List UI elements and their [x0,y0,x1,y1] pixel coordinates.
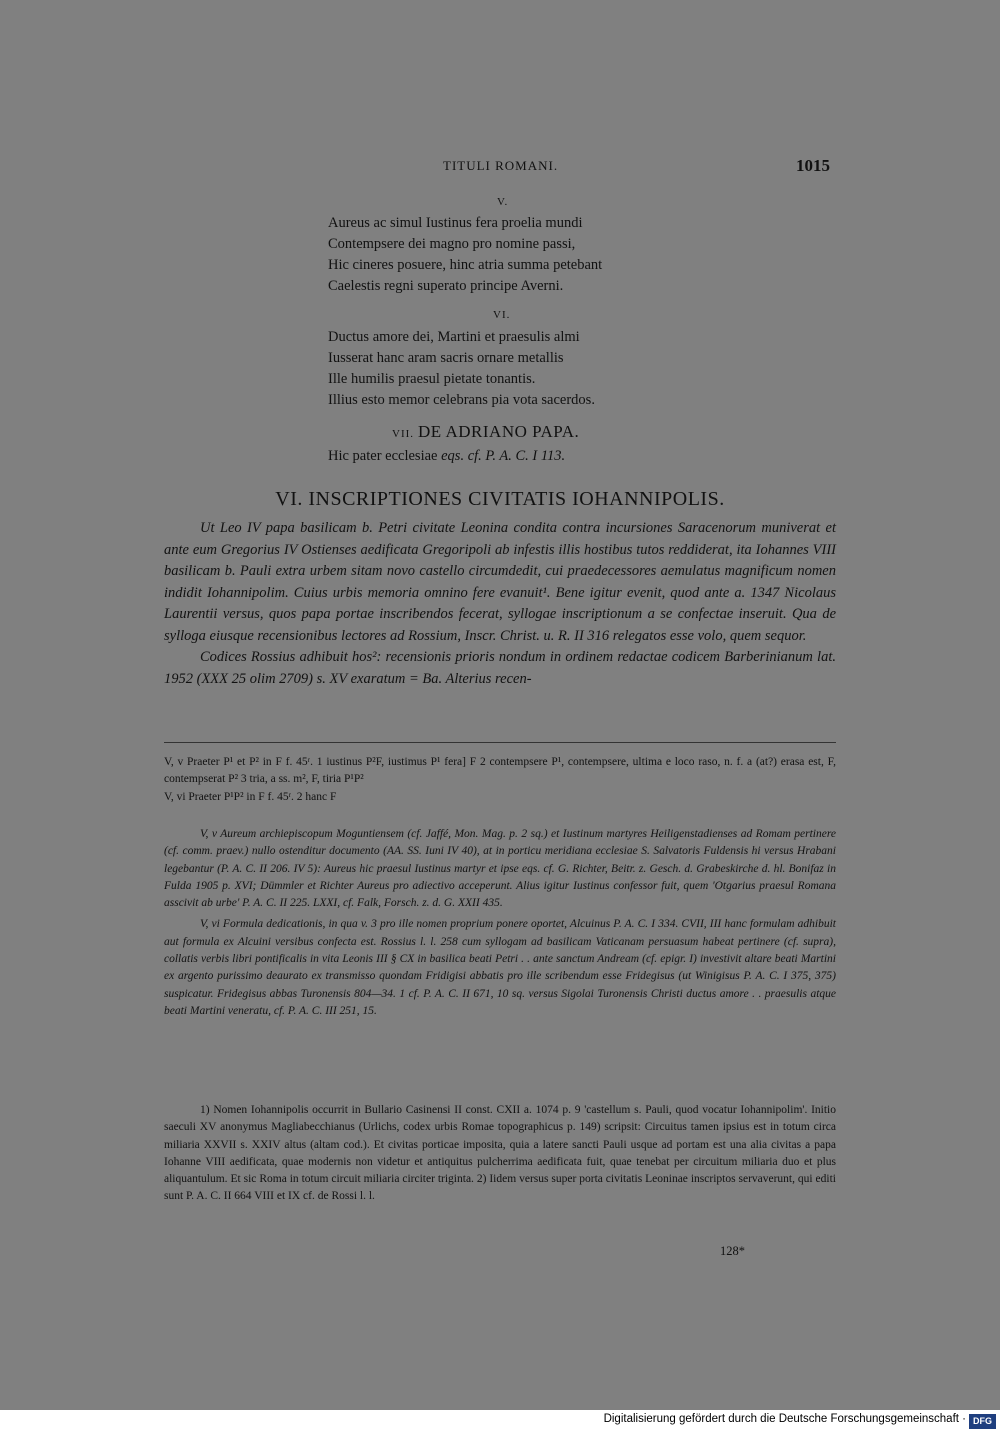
running-title: TITULI ROMANI. [443,158,559,173]
poem-vii-numeral: VII. [392,428,415,440]
body-paragraph: Codices Rossius adhibuit hos²: recensionis prioris nondum in ordinem redactae codicem Barberinianum lat. 1952 (XXX 25 olim 2709) s. XV exaratum = Ba. Alterius recen- [164,649,836,687]
poem-line: Ille humilis praesul pietate tonantis. [328,371,536,387]
body-paragraph: Ut Leo IV papa basilicam b. Petri civitate Leonina condita contra incursiones Saracenorum muniverat et ante eum Gregorius IV Ostienses aedificata Gregoripoli ab infestis illis hostibus tutos reddiderat, ita Iohannes VIII basilicam b. Pauli extra urbem sitam novo castello circumdedit, cui praedecessores aemulatus magnificum nomen indidit Iohannipolim. Cuius urbis memoria omnino fere evanuit¹. Bene igitur evenit, quod ante a. 1347 Nicolaus Laurentii versus, quos papa portae inscribendos fecerat, syllogae inscriptionum a se confectae inseruit. Qua de sylloga eiusque recensionibus lectores ad Rossium, Inscr. Christ. u. R. II 316 relegatos esse volo, quem sequor. [164,520,836,644]
poem-line: Caelestis regni superato principe Averni. [328,278,564,294]
commentary-entry: V, v Aureum archiepiscopum Moguntiensem (cf. Jaffé, Mon. Mag. p. 2 sq.) et Iustinum martyres Heiligenstadienses ad Romam pertinere (cf. comm. praev.) nullo ostenditur documento (AA. SS. Iuni IV 40), at in porticu meridiana ecclesiae S. Salvatoris Fuldensis hi versus Hrabani legebantur (P. A. C. II 206. IV 5): Aureus hic praesul Iustinus martyr et ipse eqs. cf. G. Richter, Beitr. z. Gesch. d. Grabeskirche d. hl. Bonifaz in Fulda 1905 p. XVI; Dümmler et Richter Aureus pro adiectivo acceperunt. Alius igitur Iustinus confessor fuit, quem 'Otgarius praesul Romana asscivit ab urbe' P. A. C. II 225. LXXI, cf. Falk, Forsch. z. d. G. XXII 435. [164,828,836,910]
poem-vi-numeral: VI. [493,309,511,321]
poem-vii-title: DE ADRIANO PAPA. [418,422,580,441]
poem-vii-line [328,446,565,467]
dfg-logo-icon: DFG [969,1414,996,1429]
poem-line: Contempsere dei magno pro nomine passi, [328,236,576,252]
footer-text: Digitalisierung gefördert durch die Deutsche Forschungsgemeinschaft · [603,1413,966,1425]
footnote-text: 1) Nomen Iohannipolis occurrit in Bullario Casinensi II const. CXII a. 1074 p. 9 'castellum s. Pauli, quod vocatur Iohannipolim'. Initio saeculi XV anonymus Magliabecchianus (Urlichs, codex urbis Romae topographicus p. 149) scripsit: Circuitus tamen ipsius est in totum circa miliaria XXVII s. XXIV altus (altam cod.). Et civitas porticae imposita, quia a latere sancti Pauli usque ad portam est una alia civitas a papa Iohanne VIII aedificata, quae modernis non videtur et antiquitus pulcherrima aedificata fuit, quae tenebat per circuitum miliaria duo et plus aliquantulum. Et sic Roma in totum circuit miliaria circiter triginta. 2) Iidem versus super porta civitatis Leoninae inscriptos servaverunt, qui editi sunt P. A. C. II 664 VIII et IX cf. de Rossi l. l. [164,1104,836,1203]
critical-apparatus [164,754,836,806]
digitization-footer [0,1410,1000,1434]
commentary-entry: V, vi Formula dedicationis, in qua v. 3 pro ille nomen proprium ponere oportet, Alcuinus P. A. C. I 334. CVII, III hanc formulam adhibuit aut formula ex Alcuini versibus confecta est. Rossius l. l. 258 cum syllogam ad basilicam Vaticanam persuasum habeat pertinere (cf. supra), collatis verbis libri pontificalis in vita Leonis III § CX in basilica beati Petri . . ante sanctum Andream (cf. epigr. I) investivit altare beati Martini ex argento purissimo deaurato ex transmisso quondam Fridigisi abbatis pro ille scribendum esse Fridegisus (ut Winigisus P. A. C. I 375, 375) suspicatur. Fridegisus abbas Turonensis 804—34. 1 cf. P. A. C. II 671, 10 sq. versus Sigolai Turonensis Christi ductus amore . . praesulis atque beati Martini veneratu, cf. P. A. C. III 251, 15. [164,918,836,1017]
poem-line: Hic cineres posuere, hinc atria summa petebant [328,257,603,273]
poem-vi [328,327,595,411]
rule [164,742,836,743]
printer-signature: 128* [720,1244,745,1258]
poem-line: Ductus amore dei, Martini et praesulis almi [328,329,580,345]
apparatus-entry: V, vi Praeter P¹P² in F f. 45ʳ. 2 hanc F [164,790,337,803]
poem-vii-reference: eqs. cf. P. A. C. I 113. [441,448,566,464]
poem-line: Iusserat hanc aram sacris ornare metallis [328,350,564,366]
poem-line: Aureus ac simul Iustinus fera proelia mundi [328,215,583,231]
page-number: 1015 [796,156,830,175]
section-body [164,518,836,690]
apparatus-entry: V, v Praeter P¹ et P² in F f. 45ʳ. 1 iustinus P²F, iustimus P¹ fera] F 2 contempsere P¹, contempsere, ultima e loco raso, n. f. a (at?) erasa est, F, contempserat P² 3 tria, a ss. m², F, tiria P¹P² [164,756,836,786]
poem-v-numeral: V. [497,196,509,208]
footnotes [164,1102,836,1206]
commentary [164,826,836,1020]
poem-vii-text: Hic pater ecclesiae [328,448,438,464]
poem-vii-heading [392,422,579,442]
poem-v [328,213,602,297]
poem-line: Illius esto memor celebrans pia vota sacerdos. [328,392,595,408]
section-title: VI. INSCRIPTIONES CIVITATIS IOHANNIPOLIS. [275,488,725,510]
